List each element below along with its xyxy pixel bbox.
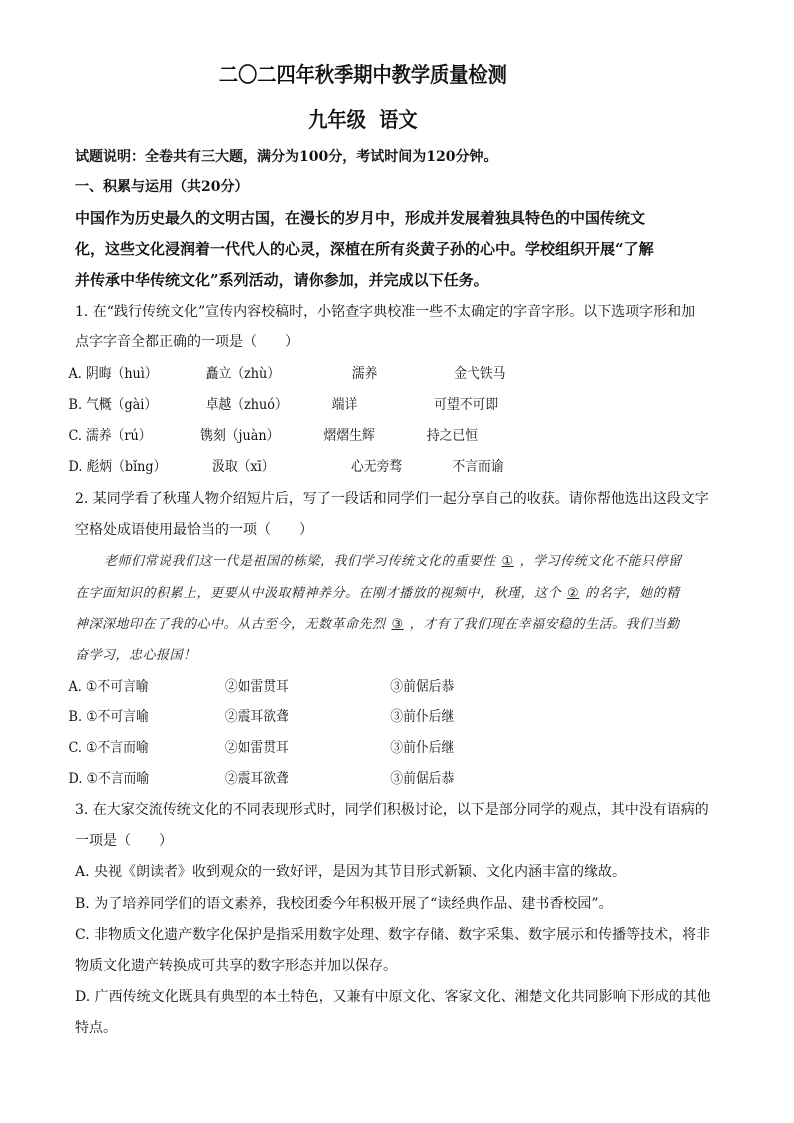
option-part: ②如雷贯耳 (224, 679, 289, 695)
option-part: B. 气概（gài） (68, 397, 158, 413)
passage-text: ，才有了我们现在幸福安稳的生活。我们当勤 (409, 617, 680, 632)
passage-text: ，学习传统文化不能只停留 (519, 554, 682, 569)
blank-1: ① (501, 554, 514, 569)
blank-3: ③ (391, 617, 404, 632)
option-part: ②震耳欲聋 (224, 709, 289, 725)
exam-subtitle: 九年级 语文 (308, 107, 418, 132)
option-part: D. ①不言而喻 (68, 771, 150, 787)
passage-line (104, 552, 682, 572)
option-part: 卓越（zhuó） (205, 397, 288, 413)
blank-2: ② (567, 586, 580, 601)
option-part: A. 阴晦（huì） (68, 366, 158, 382)
option-part: B. ①不可言喻 (68, 709, 149, 725)
section-intro-line: 化，这些文化浸润着一代代人的心灵，深植在所有炎黄子孙的心中。学校组织开展“了解 (75, 240, 654, 258)
q3-option-d-cont: 特点。 (75, 1020, 117, 1036)
q3-option-a: A. 央视《朗读者》收到观众的一致好评，是因为其节目形式新颖、文化内涵丰富的缘故。 (75, 864, 627, 880)
option-part: 金弋铁马 (454, 366, 506, 382)
option-part: C. 濡养（rú） (68, 428, 152, 444)
q3-option-d: D. 广西传统文化既具有典型的本土特色，又兼有中原文化、客家文化、湘楚文化共同影响下形成的其他 (75, 989, 711, 1005)
passage-text: 老师们常说我们这一代是祖国的栋梁，我们学习传统文化的重要性 (104, 554, 496, 569)
option-part: ③前倨后恭 (390, 679, 455, 695)
option-part: 汲取（xī） (212, 459, 275, 475)
section-heading: 一、积累与运用（共20分） (75, 179, 249, 195)
question-1-stem: 1. 在“践行传统文化”宣传内容校稿时，小铭查字典校准一些不太确定的字音字形。以下选项字形和加 (75, 304, 696, 320)
option-part: ②如雷贯耳 (224, 740, 289, 756)
option-part: A. ①不可言喻 (68, 679, 149, 695)
option-part: C. ①不言而喻 (68, 740, 149, 756)
question-2-stem: 空格处成语使用最恰当的一项（ ） (75, 522, 313, 538)
option-part: ③前仆后继 (390, 740, 455, 756)
q3-option-c: C. 非物质文化遗产数字化保护是指采用数字处理、数字存储、数字采集、数字展示和传播等技术，将非 (75, 927, 711, 943)
section-intro-line: 中国作为历史最久的文明古国，在漫长的岁月中，形成并发展着独具特色的中国传统文 (75, 209, 646, 227)
section-intro-line: 并传承中华传统文化”系列活动，请你参加，并完成以下任务。 (75, 271, 489, 289)
option-part: 持之已恒 (426, 428, 479, 444)
option-part: 矗立（zhù） (205, 366, 281, 382)
passage-text: 的名字，她的精 (585, 586, 680, 601)
exam-instructions: 试题说明：全卷共有三大题，满分为100分，考试时间为120分钟。 (75, 149, 498, 165)
q3-option-b: B. 为了培养同学们的语文素养，我校团委今年积极开展了“读经典作品、建书香校园”。 (75, 896, 613, 912)
passage-line (75, 615, 680, 635)
option-part: ③前仆后继 (390, 709, 455, 725)
option-part: 心无旁骛 (350, 459, 403, 475)
option-part: 可望不可即 (434, 397, 499, 413)
passage-line: 奋学习，忠心报国！ (75, 648, 197, 663)
passage-text: 在字面知识的积累上，更要从中汲取精神养分。在刚才播放的视频中，秋瑾，这个 (75, 586, 562, 601)
question-3-stem: 3. 在大家交流传统文化的不同表现形式时，同学们积极讨论，以下是部分同学的观点，其中没有语病的 (75, 802, 709, 818)
question-3-stem: 一项是（ ） (75, 833, 173, 849)
question-1-stem: 点字字音全都正确的一项是（ ） (75, 334, 299, 350)
option-part: 熠熠生辉 (323, 428, 375, 444)
q3-option-c-cont: 物质文化遗产转换成可共享的数字形态并加以保存。 (75, 958, 397, 974)
exam-title: 二〇二四年秋季期中教学质量检测 (218, 62, 507, 87)
option-part: D. 彪炳（bǐng） (68, 459, 167, 475)
passage-text: 神深深地印在了我的心中。从古至今，无数革命先烈 (75, 617, 386, 632)
option-part: ③前倨后恭 (390, 771, 455, 787)
option-part: ②震耳欲聋 (224, 771, 289, 787)
option-part: 濡养 (351, 366, 378, 382)
passage-line (75, 584, 680, 604)
option-part: 镌刻（juàn） (200, 428, 280, 444)
option-part: 端详 (331, 397, 358, 413)
option-part: 不言而谕 (452, 459, 504, 475)
question-2-stem: 2. 某同学看了秋瑾人物介绍短片后，写了一段话和同学们一起分享自己的收获。请你帮他选出这段文字 (75, 491, 709, 507)
